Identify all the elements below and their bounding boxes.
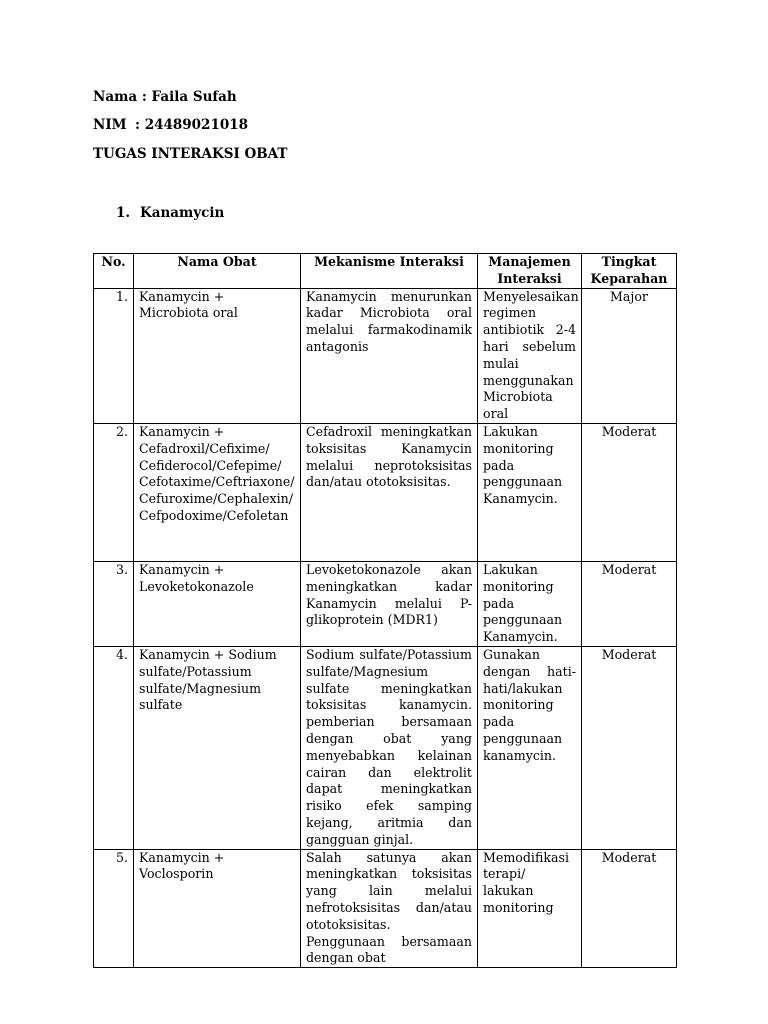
drug-name-line: Kanamycin + [139, 849, 225, 865]
name-value: Faila Sufah [151, 89, 237, 105]
drug-name-line: Cefadroxil/Cefixime/ [139, 440, 270, 456]
management-cell: Lakukan monitoring pada penggunaan Kanamycin. [478, 423, 582, 561]
name-line: Nama : Faila Sufah [93, 89, 237, 105]
severity-cell: Moderat [582, 646, 677, 849]
drug-name-line: Kanamycin + Sodium [139, 646, 277, 662]
severity-cell: Major [582, 288, 677, 423]
mechanism-cell: Kanamycin menurunkan kadar Microbiota oral melalui farmakodinamik antagonis [301, 288, 478, 423]
table-row [94, 646, 677, 849]
table-row [94, 849, 677, 968]
management-cell: Menyelesaikan regimen antibiotik 2-4 hari sebelum mulai menggunakan Microbiota oral [478, 288, 582, 423]
column-header-severity: Tingkat Keparahan [582, 254, 677, 289]
row-number: 1. [94, 288, 134, 423]
drug-name-line: Cefotaxime/Ceftriaxone/ [139, 474, 295, 490]
row-number: 3. [94, 561, 134, 646]
management-cell: Lakukan monitoring pada penggunaan Kanamycin. [478, 561, 582, 646]
severity-cell: Moderat [582, 849, 677, 968]
drug-name-line: Kanamycin + [139, 423, 225, 439]
drug-name-line: sulfate [139, 697, 183, 713]
interaction-table [93, 253, 677, 968]
drug-name-cell [134, 561, 301, 646]
name-label: Nama [93, 89, 138, 105]
nim-value: 24489021018 [144, 117, 249, 133]
mechanism-cell: Salah satunya akan meningkatkan toksisitas yang lain melalui nefrotoksisitas dan/atau ototoksisitas. Penggunaan bersamaan dengan obat [301, 849, 478, 968]
row-number: 4. [94, 646, 134, 849]
drug-name-line: Kanamycin + [139, 561, 225, 577]
drug-name-line: Levoketokonazole [139, 578, 254, 594]
column-header-no: No. [94, 254, 134, 289]
drug-name-line: sulfate/Magnesium [139, 680, 262, 696]
management-cell: Memodifikasi terapi/ lakukan monitoring [478, 849, 582, 968]
nim-label: NIM [93, 117, 127, 133]
mechanism-cell: Cefadroxil meningkatkan toksisitas Kanamycin melalui neprotoksisitas dan/atau ototoksisitas. [301, 423, 478, 561]
table-row [94, 288, 677, 423]
row-number: 2. [94, 423, 134, 561]
column-header-drug-name: Nama Obat [134, 254, 301, 289]
table-header-row [94, 254, 677, 289]
drug-name-cell [134, 288, 301, 423]
assignment-title: TUGAS INTERAKSI OBAT [93, 146, 288, 162]
drug-name-line: Cefpodoxime/Cefoletan [139, 507, 289, 523]
severity-cell: Moderat [582, 423, 677, 561]
drug-name-line: Kanamycin + [139, 288, 225, 304]
section-title: Kanamycin [140, 205, 225, 221]
section-number: 1. [116, 205, 131, 221]
mechanism-cell: Levoketokonazole akan meningkatkan kadar Kanamycin melalui P-glikoprotein (MDR1) [301, 561, 478, 646]
drug-name-cell [134, 646, 301, 849]
column-header-management: Manajemen Interaksi [478, 254, 582, 289]
drug-name-line: sulfate/Potassium [139, 663, 252, 679]
drug-name-line: Microbiota oral [139, 305, 238, 321]
nim-line: NIM : 24489021018 [93, 117, 249, 133]
row-number: 5. [94, 849, 134, 968]
severity-cell: Moderat [582, 561, 677, 646]
management-cell: Gunakan dengan hati-hati/lakukan monitoring pada penggunaan kanamycin. [478, 646, 582, 849]
section-heading [116, 205, 224, 221]
mechanism-cell: Sodium sulfate/Potassium sulfate/Magnesium sulfate meningkatkan toksisitas kanamycin. pemberian bersamaan dengan obat yang menyebabkan kelainan cairan dan elektrolit dapat meningkatkan risiko efek samping kejang, aritmia dan gangguan ginjal. [301, 646, 478, 849]
column-header-mechanism: Mekanisme Interaksi [301, 254, 478, 289]
table-row [94, 561, 677, 646]
drug-name-line: Voclosporin [139, 866, 214, 882]
drug-name-cell [134, 849, 301, 968]
drug-name-cell [134, 423, 301, 561]
drug-name-line: Cefiderocol/Cefepime/ [139, 457, 282, 473]
drug-name-line: Cefuroxime/Cephalexin/ [139, 491, 293, 507]
table-row [94, 423, 677, 561]
